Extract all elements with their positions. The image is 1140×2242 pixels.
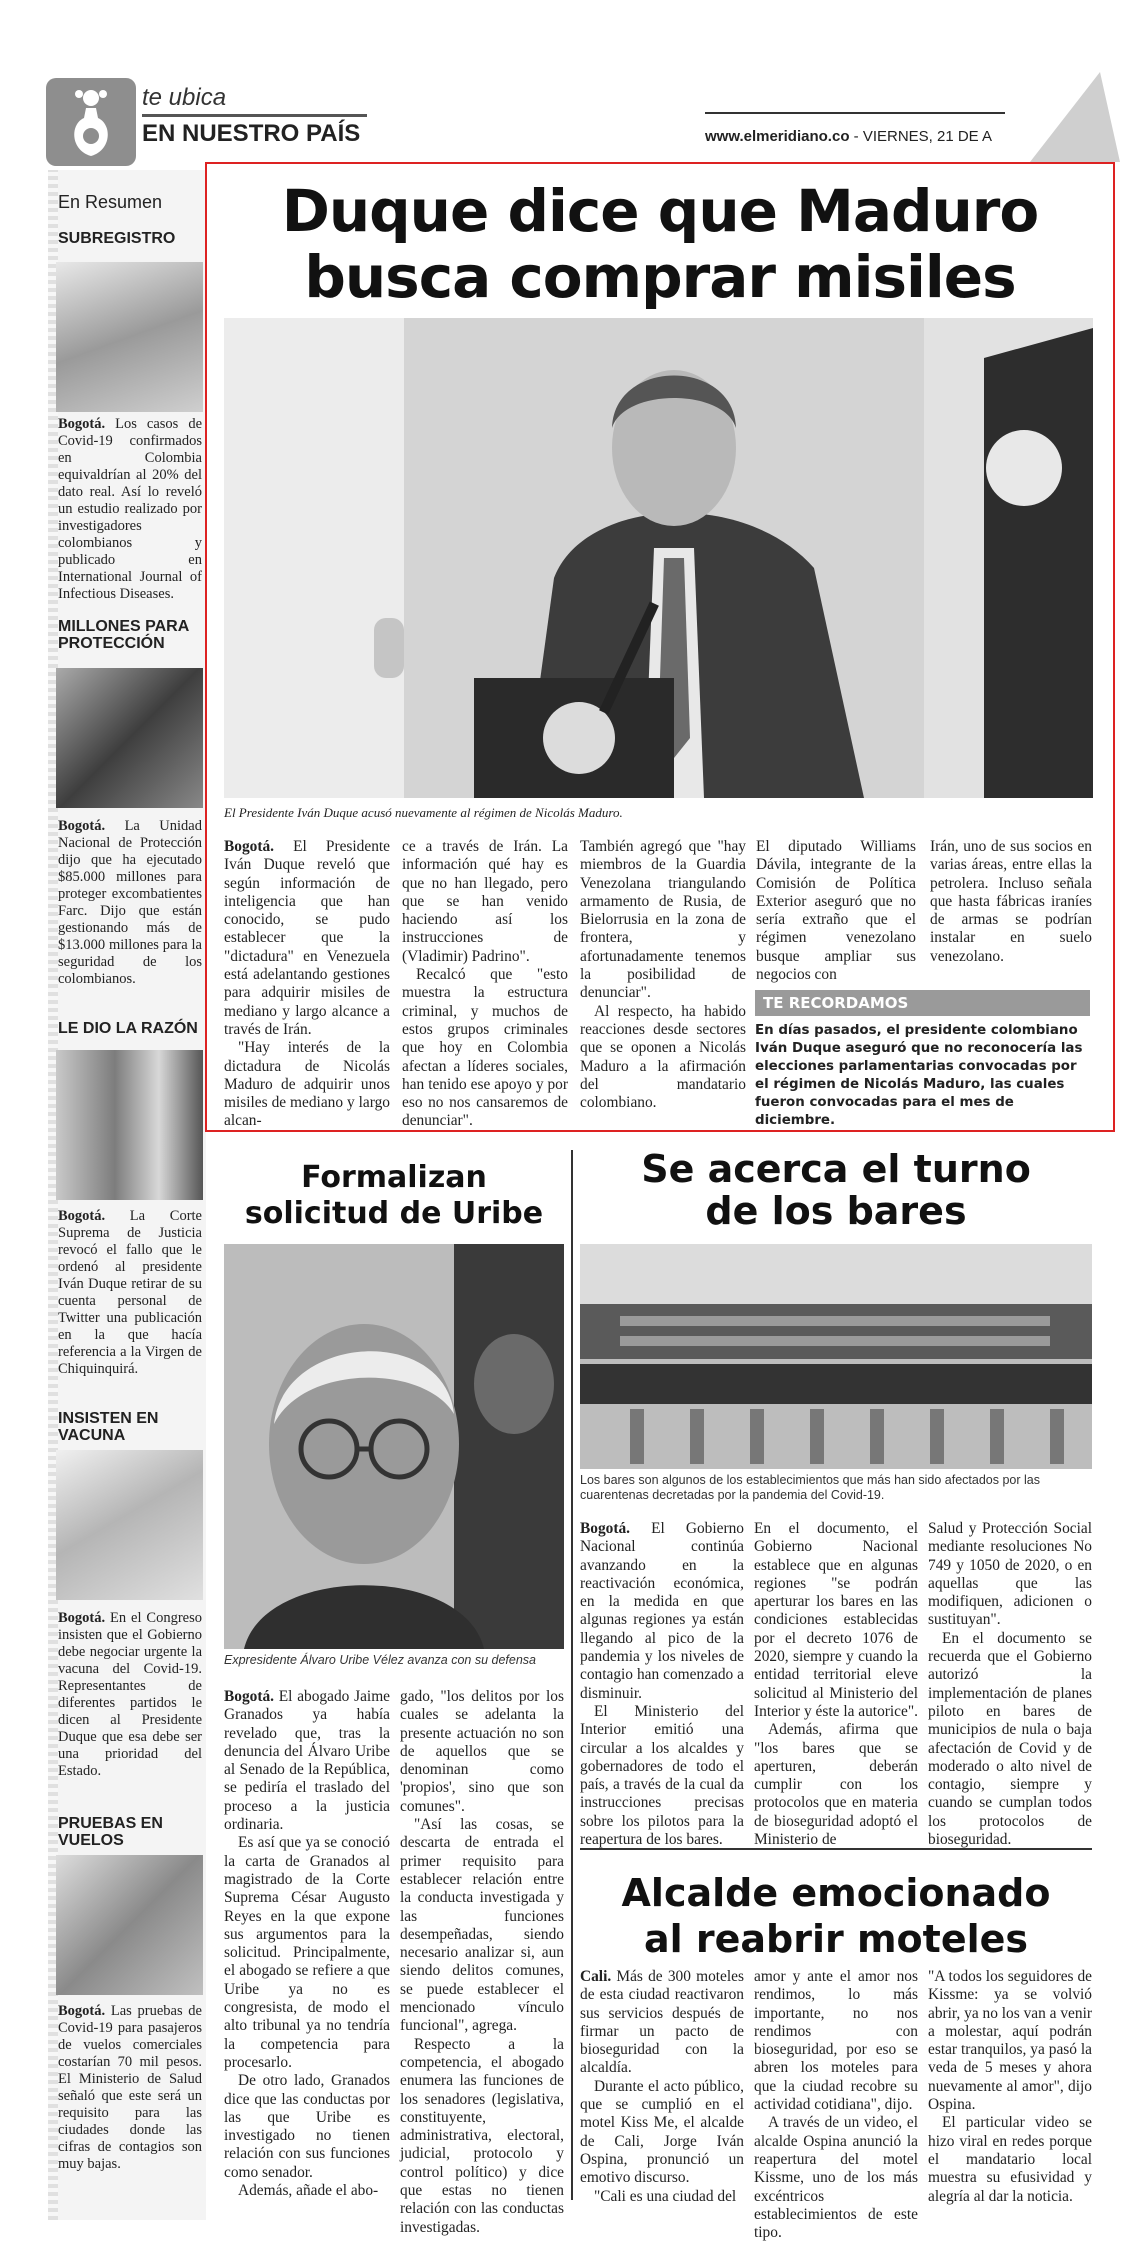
header-rule (142, 114, 367, 117)
main-photo (224, 318, 1093, 798)
uribe-portrait-illustration (224, 1244, 564, 1649)
article-column: Bogotá. El Presidente Iván Duque reveló que según información de inteligencia que han conocido, se pudo establecer que la "dictadura" en Venezuela está adelantando gestiones para adquirir misiles de mediano y largo alcance a través de Irán. "Hay interés de la dictadura de Nicolás Maduro de adquirir unos misiles de mediano y largo alcan- (224, 838, 390, 1130)
site-url[interactable]: www.elmeridiano.co (705, 128, 850, 145)
article-column: ce a través de Irán. La información qué hay es que no han llegado, pero que se han venido haciendo así los instrucciones de (Vladimir) Padrino". Recalcó que "esto muestra la estructura criminal, y muchos de estos grupos criminales que hoy en Colombia afectan a líderes sociales, han tenido ese apoyo y por eso no nos cansaremos de denunciar". (402, 838, 568, 1130)
section-title: EN NUESTRO PAÍS (142, 120, 361, 147)
date: - VIERNES, 21 DE A (849, 128, 993, 145)
sidebar-photo (56, 1450, 203, 1600)
sidebar-heading: INSISTEN EN VACUNA (58, 1410, 159, 1444)
article-column: Irán, uno de sus socios en varias áreas, entre ellas la petrolera. Incluso señala que hasta fábricas iraníes de armas se podrían instalar en suelo venezolano. (930, 838, 1092, 965)
sidebar-text: Bogotá. Los casos de Covid-19 confirmados en Colombia equivaldrían al 20% del dato real. Así lo reveló un estudio realizado por investigadores colombianos y publicado en International Journal of Infectious Diseases. (58, 416, 202, 602)
photo-caption: Expresidente Álvaro Uribe Vélez avanza con su defensa (224, 1653, 536, 1667)
moteles-headline: Alcalde emocionado al reabrir moteles (621, 1871, 1051, 1961)
photo-caption: Los bares son algunos de los establecimientos que más han sido afectados por las cuarentenas decretadas por la pandemia del Covid-19. (580, 1473, 1041, 1502)
uribe-photo (224, 1244, 564, 1649)
article-column: Salud y Protección Social mediante resoluciones No 749 y 1050 de 2020, o en aquellas que las modifiquen, adicionen o sustituyan". En el documento se recuerda que el Gobierno autorizó la implementación de planes piloto en bares de municipios de nula o baja afectación de Covid y de moderado o alto nivel de contagio, siempre y cuando se cumplan todos los protocolos de bioseguridad. (928, 1520, 1092, 1849)
column-divider (571, 1150, 573, 2200)
article-column: Bogotá. El abogado Jaime Granados ya había revelado que, tras la denuncia del Álvaro Uribe al Senado de la República, se pediría el traslado del proceso a la justicia ordinaria. Es así que ya se conoció la carta de Granados al magistrado de la Corte Suprema César Augusto Reyes en la que expone sus argumentos para la solicitud. Principalmente, el abogado se refiere a que Uribe ya no es congresista, de modo el alto tribunal ya no tendría la competencia para procesarlo. De otro lado, Granados dice que las conductas por las que Uribe es investigado no tienen relación con sus funciones como senador. Además, añade el abo- (224, 1688, 390, 2200)
sidebar-heading: MILLONES PARA PROTECCIÓN (58, 618, 189, 652)
logo (46, 78, 136, 166)
recordamos-label: TE RECORDAMOS (755, 990, 1090, 1016)
sidebar-text: Bogotá. En el Congreso insisten que el Gobierno debe negociar urgente la vacuna del Covid-19. Representantes de diferentes partidos le dicen al Presidente Duque que esa debe ser una prioridad del Estado. (58, 1610, 202, 1779)
sidebar-photo (56, 1050, 203, 1200)
article-column: El diputado Williams Dávila, integrante de la Comisión de Política Exterior aseguró que no sería extraño que el régimen venezolano busque ampliar sus negocios con (756, 838, 916, 984)
sidebar-photo (56, 262, 203, 412)
dateline-rule (705, 112, 1005, 114)
sidebar-title: En Resumen (58, 192, 163, 212)
sidebar-heading: SUBREGISTRO (58, 230, 176, 247)
sidebar-heading: LE DIO LA RAZÓN (58, 1020, 198, 1037)
sidebar-photo (56, 1855, 203, 1995)
article-column: "A todos los seguidores de Kissme: ya se volvió abrir, ya no los van a venir a molestar, aquí podrán estar tranquilos, ya pasó la veda de 5 meses y ahora nuevamente al amor", dijo Ospina. El particular video se hizo viral en redes porque el mandatario local muestra su efusividad y alegría al dar la noticia. (928, 1968, 1092, 2205)
tagline: te ubica (142, 84, 227, 111)
sidebar-heading: PRUEBAS EN VUELOS (58, 1815, 163, 1849)
uribe-headline: Formalizan solicitud de Uribe (244, 1160, 544, 1231)
dateline (705, 128, 1005, 145)
sidebar-photo (56, 668, 203, 808)
sidebar-text: Bogotá. Las pruebas de Covid-19 para pasajeros de vuelos comerciales costarían 70 mil pesos. El Ministerio de Salud señaló que este será un requisito para las ciudades donde las cifras de contagios son muy bajas. (58, 2003, 202, 2172)
bares-photo (580, 1244, 1092, 1469)
logo-vase-icon (46, 78, 136, 166)
sidebar-text: Bogotá. La Corte Suprema de Justicia revocó el fallo que le ordenó al presidente Iván Duque retirar de su cuenta personal de Twitter una publicación en la que hacía referencia a la Virgen de Chiquinquirá. (58, 1208, 202, 1377)
article-column: En el documento, el Gobierno Nacional establece que en algunas regiones "se podrán aperturar los bares en las condiciones establecidas por el decreto 1076 de 2020, siempre y cuando la entidad territorial eleve solicitud al Ministerio del Interior y éste la autorice". Además, afirma que "los bares que se aperturen, deberán cumplir con los protocolos que en materia de bioseguridad adoptó el Ministerio de (754, 1520, 918, 1849)
main-headline: Duque dice que Maduro busca comprar misiles (281, 177, 1039, 311)
article-column: amor y ante el amor nos rendimos, lo más importante, no nos rendimos con bioseguridad, por eso se abren los moteles para que la ciudad recobre su actividad cotidiana", dijo. A través de un video, el alcalde Ospina anunció la reapertura del motel Kissme, uno de los más excéntricos establecimientos de este tipo. (754, 1968, 918, 2242)
bar-interior-illustration (580, 1244, 1092, 1469)
bares-headline: Se acerca el turno de los bares (641, 1147, 1031, 1233)
corner-decoration (1030, 72, 1120, 162)
article-column: Bogotá. El Gobierno Nacional continúa avanzando en la reactivación económica, en la medida en que algunas regiones ya están llegando al pico de la pandemia y los niveles de contagio han comenzado a disminuir. El Ministerio del Interior emitió una circular a los alcaldes y gobernadores de todo el país, a través de la cual da instrucciones precisas sobre los pilotos para la reapertura de los bares. (580, 1520, 744, 1849)
duque-speaking-illustration (224, 318, 1093, 798)
article-column: También agregó que "hay miembros de la Guardia Venezolana triangulando armamento de Rusia, de Bielorrusia en la zona de frontera, y afortunadamente tenemos la posibilidad de denunciar". Al respecto, ha habido reacciones desde sectores que se oponen a Nicolás Maduro a la afirmación del mandatario colombiano. (580, 838, 746, 1112)
sidebar-text: Bogotá. La Unidad Nacional de Protección dijo que ha ejecutado $85.000 millones para proteger excombatientes Farc. Dijo que están gestionando más de $13.000 millones para la seguridad de los colombianos. (58, 818, 202, 987)
photo-caption: El Presidente Iván Duque acusó nuevamente al régimen de Nicolás Maduro. (224, 805, 623, 820)
article-column: gado, "los delitos por los cuales se adelanta la presente actuación no son de aquellos que se denominan como 'propios', sino que son comunes". "Así las cosas, se descarta de entrada el primer requisito para establecer relación entre la conducta investigada y las funciones desempeñadas, siendo necesario analizar si, aun siendo delitos comunes, se puede establecer el mencionado vínculo funcional", agrega. Respecto a la competencia, el abogado enumera las funciones de los senadores (legislativa, constituyente, administrativa, electoral, judicial, protocolo y control político) y dice que estas no tienen relación con las conductas investigadas. (400, 1688, 564, 2236)
recordamos-text: En días pasados, el presidente colombiano Iván Duque aseguró que no reconocería las elecciones parlamentarias convocadas por el régimen de Nicolás Maduro, las cuales fueron convocadas para el mes de diciembre. (755, 1023, 1083, 1128)
article-column: Cali. Más de 300 moteles de esta ciudad reactivaron sus servicios después de firmar un pacto de bioseguridad con la alcaldía. Durante el acto público, que se cumplió en el motel Kiss Me, el alcalde de Cali, Jorge Iván Ospina, pronunció un emotivo discurso. "Cali es una ciudad del (580, 1968, 744, 2205)
